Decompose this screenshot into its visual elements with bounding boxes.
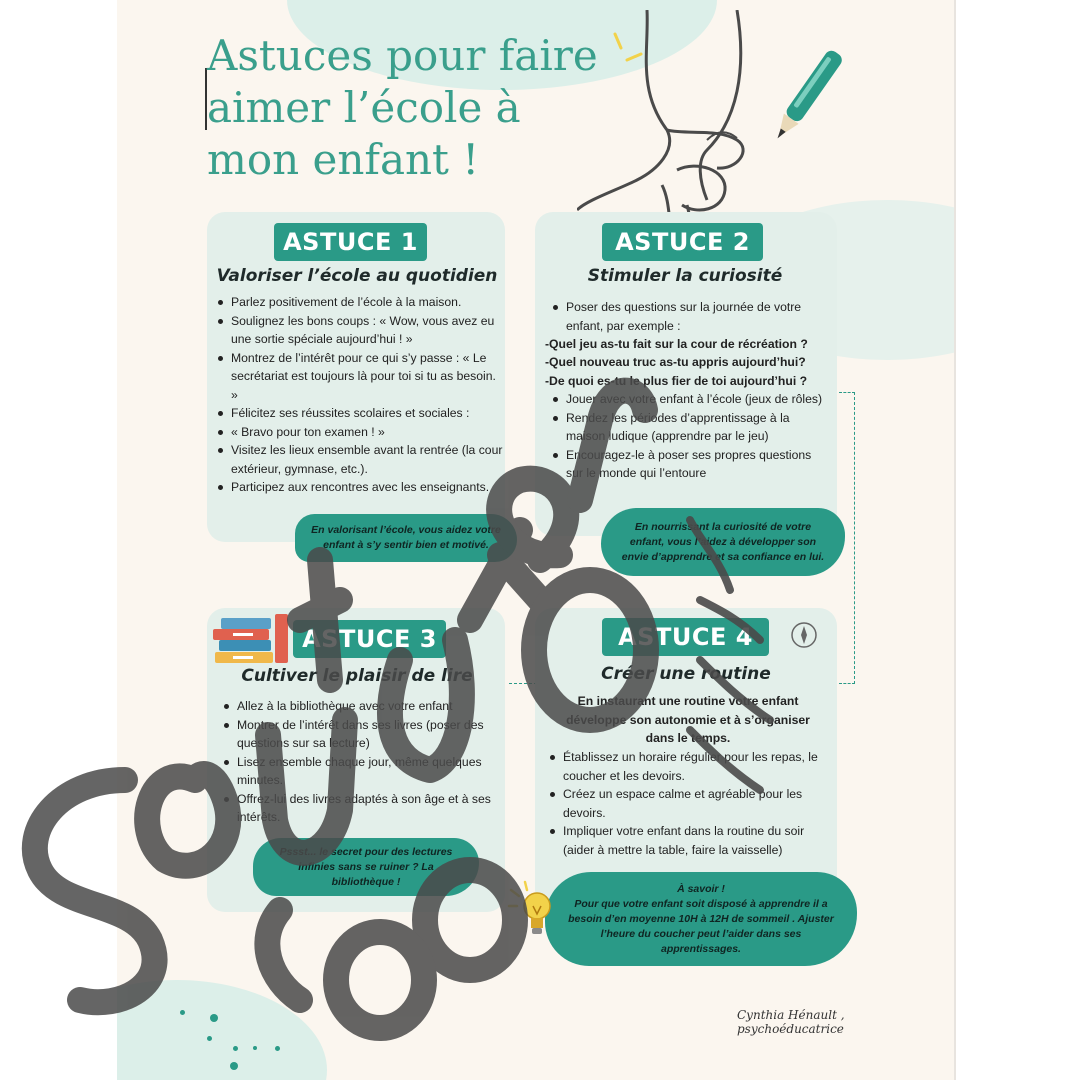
tip-3-subtitle: Cultiver le plaisir de lire (241, 666, 473, 686)
tip-1-badge: ASTUCE 1 (274, 223, 427, 261)
tip-1-subtitle: Valoriser l’école au quotidien (216, 266, 498, 286)
tip-4-intro: En instaurant une routine votre enfant développe son autonomie et à s’organiser dans le temps. (566, 694, 810, 745)
question-line: -Quel jeu as-tu fait sur la cour de récréation ? (545, 337, 808, 351)
list-item: Créez un espace calme et agréable pour les devoirs. (547, 785, 837, 822)
list-item: Jouer avec votre enfant à l’école (jeux de rôles) (550, 390, 830, 409)
tip-4-note (545, 872, 857, 966)
lightbulb-icon (507, 880, 557, 946)
list-item: Offrez-lui des livres adaptés à son âge et à ses intérêts. (221, 790, 505, 827)
connector-line (509, 683, 537, 684)
title-line-3: mon enfant ! (207, 135, 480, 184)
list-item: Visitez les lieux ensemble avant la rentrée (la cour extérieur, gymnase, etc.). (215, 441, 505, 478)
tip-1-list (215, 293, 505, 497)
decor-dot (210, 1014, 218, 1022)
tip-4-list (547, 748, 837, 859)
title-line-2: aimer l’école à (207, 83, 521, 132)
list-item: Soulignez les bons coups : « Wow, vous avez eu une sortie spéciale aujourd’hui ! » (215, 312, 505, 349)
list-item: Rendez les périodes d’apprentissage à la maison ludique (apprendre par le jeu) (550, 409, 830, 446)
infographic-page (117, 0, 954, 1080)
tip-4-subtitle: Créer une routine (601, 664, 771, 684)
decor-dot (233, 1046, 238, 1051)
page-title (207, 30, 637, 186)
decor-dot (275, 1046, 280, 1051)
tip-4-note-title: À savoir ! (677, 882, 725, 895)
tip-4-badge: ASTUCE 4 (602, 618, 769, 656)
compass-icon (789, 620, 819, 650)
list-item: Parlez positivement de l’école à la maison. (215, 293, 505, 312)
question-line: -De quoi es-tu le plus fier de toi aujourd’hui ? (545, 374, 808, 388)
decor-dot (180, 1010, 185, 1015)
decor-dot (230, 1062, 238, 1070)
tip-3-badge: ASTUCE 3 (293, 620, 446, 658)
author-signature: Cynthia Hénault , psychoéducatrice (737, 1008, 845, 1036)
tip-3-note: Pssst... le secret pour des lectures infinies sans se ruiner ? La bibliothèque ! (253, 838, 479, 896)
tip-2-badge: ASTUCE 2 (602, 223, 763, 261)
connector-line (839, 392, 855, 684)
list-item: « Bravo pour ton examen ! » (215, 423, 505, 442)
tip-4-note-text: Pour que votre enfant soit disposé à apprendre il a besoin d’en moyenne 10H à 12H de sommeil . Ajuster l’heure du coucher peut l’aider dans ses apprentissages. (568, 897, 834, 955)
books-icon (213, 612, 295, 666)
tip-2-subtitle: Stimuler la curiosité (587, 266, 783, 286)
list-item: Encouragez-le à poser ses propres questions sur le monde qui l’entoure (550, 446, 830, 483)
decor-dot (253, 1046, 257, 1050)
title-line-1: Astuces pour faire (207, 31, 598, 80)
tip-2-list-bottom (550, 390, 830, 483)
list-item: Impliquer votre enfant dans la routine du soir (aider à mettre la table, faire la vaisselle) (547, 822, 837, 859)
list-item: Poser des questions sur la journée de votre enfant, par exemple : (550, 298, 840, 335)
question-line: -Quel nouveau truc as-tu appris aujourd’hui? (545, 355, 806, 369)
list-item: Allez à la bibliothèque avec votre enfant (221, 697, 505, 716)
list-item: Lisez ensemble chaque jour, même quelques minutes. (221, 753, 505, 790)
background-blob-bottom (117, 980, 327, 1080)
tip-2-note: En nourrissant la curiosité de votre enfant, vous l’aidez à développer son envie d’apprendre et sa confiance en lui. (601, 508, 845, 576)
list-item: Félicitez ses réussites scolaires et sociales : (215, 404, 505, 423)
list-item: Montrez de l’intérêt pour ce qui s’y passe : « Le secrétariat est toujours là pour toi si tu as besoin. » (215, 349, 505, 405)
tip-3-list (221, 697, 505, 827)
tip-2-list-top (550, 298, 840, 335)
list-item: Montrer de l’intérêt dans ses livres (poser des questions sur sa lecture) (221, 716, 505, 753)
list-item: Établissez un horaire régulier pour les repas, le coucher et les devoirs. (547, 748, 837, 785)
tip-1-note: En valorisant l’école, vous aidez votre enfant à s’y sentir bien et motivé. (295, 514, 517, 562)
decor-dot (207, 1036, 212, 1041)
list-item: Participez aux rencontres avec les enseignants. (215, 478, 505, 497)
